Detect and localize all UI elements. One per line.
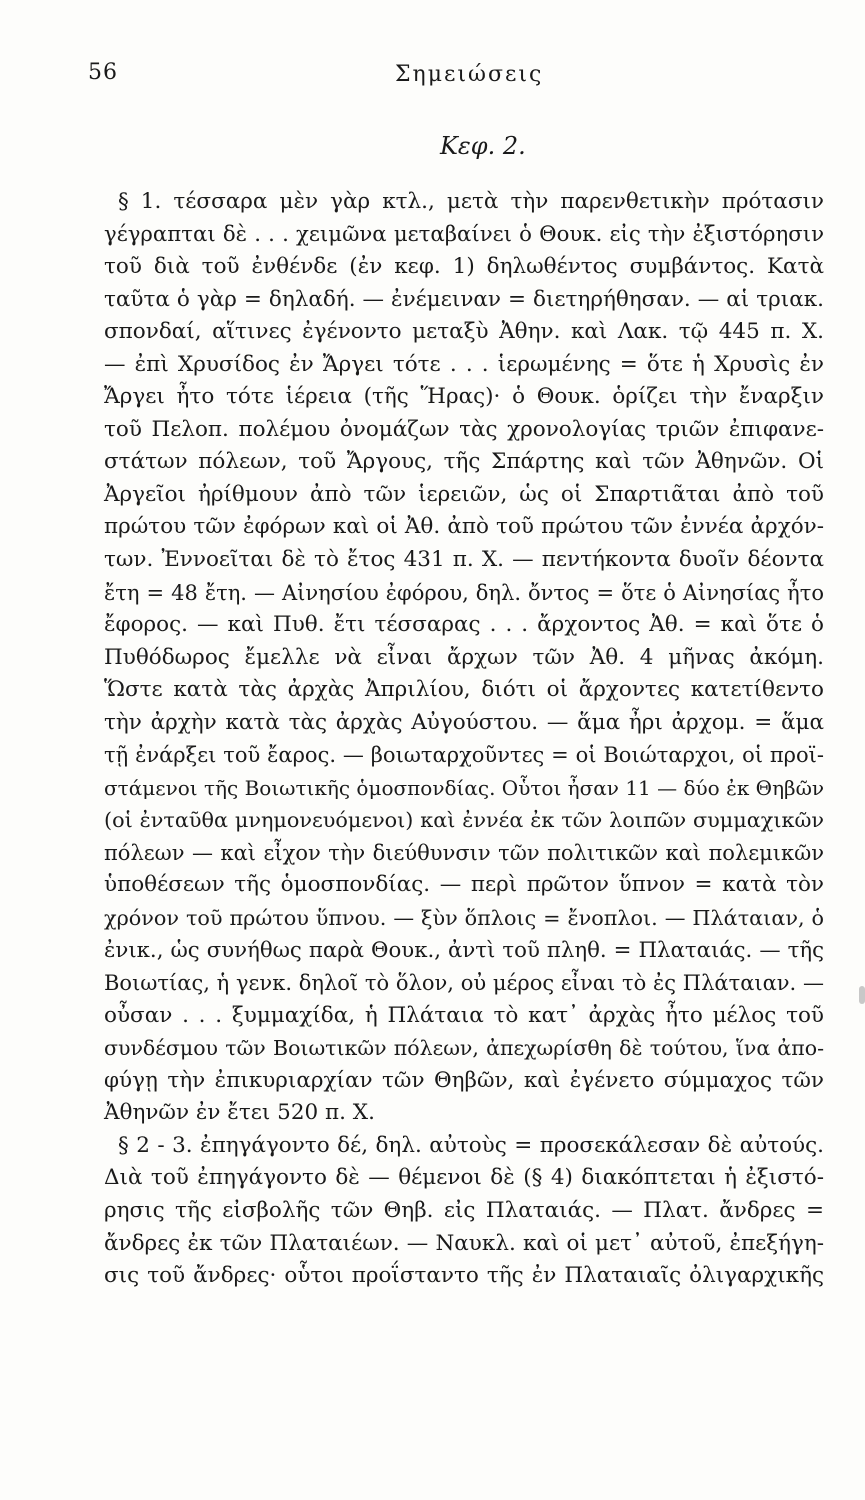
text-line: ἔφορος. — καὶ Πυθ. ἔτι τέσσαρας . . . ἄρχοντος Ἀθ. = καὶ ὅτε ὁ <box>104 612 824 638</box>
text-line: Ὥστε κατὰ τὰς ἀρχὰς Ἀπριλίου, διότι οἱ ἄρχοντες κατετίθεντο <box>104 677 824 703</box>
text-line: ταῦτα ὁ γὰρ = δηλαδή. — ἐνέμειναν = διετηρήθησαν. — αἱ τριακ. <box>104 286 824 312</box>
chapter-heading: Κεφ. 2. <box>440 132 526 160</box>
text-line: τῇ ἐνάρξει τοῦ ἔαρος. — βοιωταρχοῦντες = οἱ Βοιώταρχοι, οἱ προϊ- <box>104 743 824 768</box>
running-title: Σημειώσεις <box>395 62 544 87</box>
text-line: τοῦ Πελοπ. πολέμου ὀνομάζων τὰς χρονολογίας τριῶν ἐπιφανε- <box>104 416 824 442</box>
text-line: των. Ἐννοεῖται δὲ τὸ ἔτος 431 π. Χ. — πεντήκοντα δυοῖν δέοντα <box>104 547 824 573</box>
text-line: Ἄργει ἦτο τότε ἱέρεια (τῆς Ἥρας)· ὁ Θουκ. ὁρίζει τὴν ἔναρξιν <box>104 384 824 410</box>
text-line: Βοιωτίας, ἡ γενκ. δηλοῖ τὸ ὅλον, οὐ μέρος εἶναι τὸ ἐς Πλάταιαν. — <box>104 971 824 996</box>
text-line: ἐνικ., ὡς συνήθως παρὰ Θουκ., ἀντὶ τοῦ πληθ. = Πλαταιάς. — τῆς <box>104 937 824 963</box>
text-line: σις τοῦ ἄνδρες· οὗτοι προΐσταντο τῆς ἐν Πλαταιαῖς ὀλιγαρχικῆς <box>104 1263 824 1289</box>
text-line: οὖσαν . . . ξυμμαχίδα, ἡ Πλάταια τὸ κατ᾽ ἀρχὰς ἦτο μέλος τοῦ <box>104 1002 824 1028</box>
notes-body <box>104 186 824 1293</box>
text-line: Ἀθηνῶν ἐν ἔτει 520 π. Χ. <box>104 1100 375 1126</box>
text-line: § 2 - 3. ἐπηγάγοντο δέ, δηλ. αὐτοὺς = προσεκάλεσαν δὲ αὐτούς. <box>118 1132 824 1158</box>
text-line: ἄνδρες ἐκ τῶν Πλαταιέων. — Ναυκλ. καὶ οἱ μετ᾽ αὐτοῦ, ἐπεξήγη- <box>104 1230 824 1256</box>
text-line: ἔτη = 48 ἔτη. — Αἰνησίου ἐφόρου, δηλ. ὄντος = ὅτε ὁ Αἰνησίας ἦτο <box>104 580 824 605</box>
text-line: χρόνον τοῦ πρώτου ὕπνου. — ξὺν ὅπλοις = ἔνοπλοι. — Πλάταιαν, ὁ <box>104 906 824 931</box>
text-line: Πυθόδωρος ἔμελλε νὰ εἶναι ἄρχων τῶν Ἀθ. 4 μῆνας ἀκόμη. <box>104 644 824 670</box>
text-line: γέγραπται δὲ . . . χειμῶνα μεταβαίνει ὁ Θουκ. εἰς τὴν ἐξιστόρησιν <box>104 221 824 247</box>
text-line: Διὰ τοῦ ἐπηγάγοντο δὲ — θέμενοι δὲ (§ 4) διακόπτεται ἡ ἐξιστό- <box>104 1165 824 1191</box>
text-line: στάμενοι τῆς Βοιωτικῆς ὁμοσπονδίας. Οὗτοι ἦσαν 11 — δύο ἐκ Θηβῶν <box>104 775 825 800</box>
text-line: φύγῃ τὴν ἐπικυριαρχίαν τῶν Θηβῶν, καὶ ἐγένετο σύμμαχος τῶν <box>104 1067 824 1093</box>
text-line: πρώτου τῶν ἐφόρων καὶ οἱ Ἀθ. ἀπὸ τοῦ πρώτου τῶν ἐννέα ἀρχόν- <box>104 514 824 540</box>
text-line: (οἱ ἐνταῦθα μνημονευόμενοι) καὶ ἐννέα ἐκ τῶν λοιπῶν συμμαχικῶν <box>104 808 824 833</box>
text-line: — ἐπὶ Χρυσίδος ἐν Ἄργει τότε . . . ἱερωμένης = ὅτε ἡ Χρυσὶς ἐν <box>104 351 824 377</box>
text-line: Ἀργεῖοι ἠρίθμουν ἀπὸ τῶν ἱερειῶν, ὡς οἱ Σπαρτιᾶται ἀπὸ τοῦ <box>104 481 824 507</box>
paper-speck <box>859 986 865 1004</box>
page-number: 56 <box>88 60 118 85</box>
text-line: τοῦ διὰ τοῦ ἐνθένδε (ἐν κεφ. 1) δηλωθέντος συμβάντος. Κατὰ <box>104 254 824 280</box>
text-line: ὑποθέσεων τῆς ὁμοσπονδίας. — περὶ πρῶτον ὕπνον = κατὰ τὸν <box>104 872 824 898</box>
text-line: τὴν ἀρχὴν κατὰ τὰς ἀρχὰς Αὐγούστου. — ἅμα ἦρι ἀρχομ. = ἅμα <box>104 709 824 735</box>
text-line: § 1. τέσσαρα μὲν γὰρ κτλ., μετὰ τὴν παρενθετικὴν πρότασιν <box>118 189 824 214</box>
text-line: πόλεων — καὶ εἶχον τὴν διεύθυνσιν τῶν πολιτικῶν καὶ πολεμικῶν <box>104 840 824 865</box>
text-line: συνδέσμου τῶν Βοιωτικῶν πόλεων, ἀπεχωρίσθη δὲ τούτου, ἵνα ἀπο- <box>104 1036 824 1061</box>
text-line: ρησις τῆς εἰσβολῆς τῶν Θηβ. εἰς Πλαταιάς. — Πλατ. ἄνδρες = <box>104 1197 824 1223</box>
text-line: στάτων πόλεων, τοῦ Ἄργους, τῆς Σπάρτης καὶ τῶν Ἀθηνῶν. Οἱ <box>104 449 824 475</box>
text-line: σπονδαί, αἵτινες ἐγένοντο μεταξὺ Ἀθην. καὶ Λακ. τῷ 445 π. Χ. <box>104 319 824 345</box>
